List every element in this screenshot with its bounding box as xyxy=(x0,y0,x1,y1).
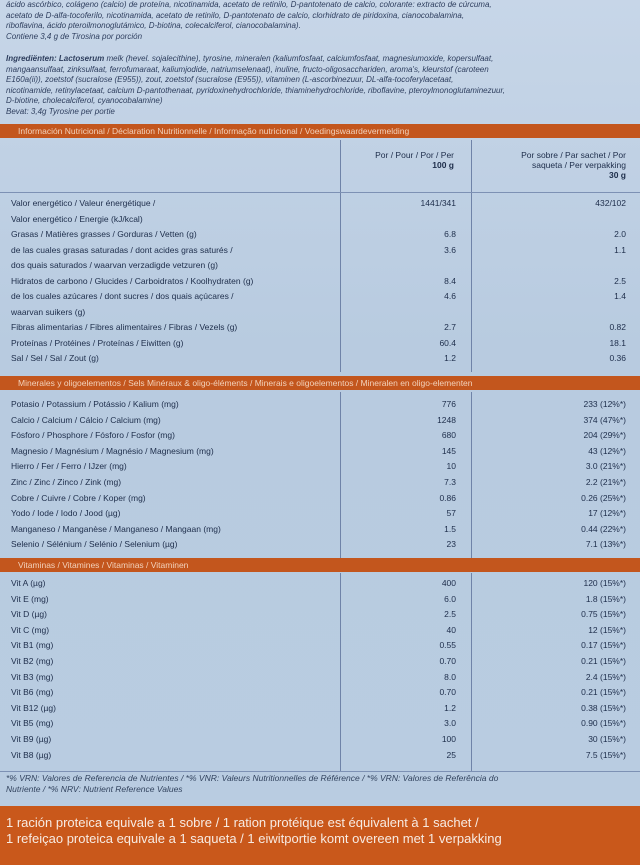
tyrosine-note: Contiene 3,4 g de Tirosina por porción xyxy=(6,31,143,41)
ingredients-line: D-biotine, cholecalciferol, cyanocobalamine) xyxy=(6,96,163,106)
nutrient-label: Sal / Sel / Sal / Zout (g) xyxy=(11,353,99,363)
nutrient-label: Valor energético / Valeur énergétique / xyxy=(11,198,156,208)
nutrient-label: Selenio / Sélénium / Selénio / Selenium (µg) xyxy=(11,539,178,550)
value-per-sachet: 2.5 xyxy=(614,275,626,286)
table-row xyxy=(0,638,640,653)
value-per-100g: 6.8 xyxy=(444,229,456,239)
value-per-sachet: 0.75 (15%*) xyxy=(581,609,626,620)
nutrient-label: Yodo / Iode / Iodo / Jood (µg) xyxy=(11,508,121,519)
value-per-sachet: 0.38 (15%*) xyxy=(581,702,626,713)
value-per-100g: 2.7 xyxy=(444,322,456,332)
nutrient-label: Fósforo / Phosphore / Fósforo / Fosfor (mg) xyxy=(11,430,175,441)
value-per-sachet: 374 (47%*) xyxy=(583,414,626,425)
nutrient-label: Proteínas / Protéines / Proteínas / Eiwitten (g) xyxy=(11,337,184,348)
header-divider xyxy=(0,192,640,193)
nutrient-label: Hidratos de carbono / Glucides / Carboidratos / Koolhydraten (g) xyxy=(11,275,254,286)
value-per-sachet: 30 (15%*) xyxy=(588,734,626,744)
value-per-100g: 680 xyxy=(441,430,456,441)
table-row xyxy=(0,212,640,227)
table-row xyxy=(0,491,640,506)
nutrient-label: Vit B8 (µg) xyxy=(11,749,52,760)
value-per-100g: 776 xyxy=(441,399,456,409)
value-per-100g: 3.0 xyxy=(444,718,456,729)
value-per-100g: 0.70 xyxy=(439,687,456,698)
table-row xyxy=(0,701,640,716)
value-per-100g: 40 xyxy=(446,624,456,635)
nutrient-label: Vit B2 (mg) xyxy=(11,656,54,666)
value-per-100g: 3.6 xyxy=(444,244,456,255)
value-per-100g: 145 xyxy=(441,445,456,456)
ingredients-heading: Ingrediënten: Lactoserum xyxy=(6,54,105,63)
table-row xyxy=(0,227,640,242)
ingredients-line: mangaansulfaat, zinksulfaat, ferrofumaraat, kaliumjodide, natriumselenaat), inuline, fructo-oligosacchariden, aroma's, kleurstof (caroteen xyxy=(6,64,489,74)
nutrient-label: Vit B1 (mg) xyxy=(11,640,54,651)
value-per-sachet: 18.1 xyxy=(609,337,626,348)
nutrient-label: Vit A (µg) xyxy=(11,578,46,588)
value-per-100g: 8.0 xyxy=(444,671,456,682)
value-per-100g: 8.4 xyxy=(444,275,456,286)
value-per-sachet: 12 (15%*) xyxy=(588,624,626,635)
value-per-sachet: 1.8 (15%*) xyxy=(585,593,626,604)
nutrient-label: Grasas / Matières grasses / Gorduras / Vetten (g) xyxy=(11,229,197,239)
nutrient-label: dos quais saturados / waarvan verzadigde vetzuren (g) xyxy=(11,260,218,270)
value-per-100g: 1.2 xyxy=(444,353,456,363)
value-per-100g: 1441/341 xyxy=(420,198,456,208)
value-per-sachet: 0.21 (15%*) xyxy=(581,687,626,698)
value-per-sachet: 0.82 xyxy=(609,322,626,332)
ingredients-line: riboflavina, ácido pteroilmonoglutámico, D-biotina, colecalciferol, cianocobalamina). xyxy=(6,21,301,31)
value-per-sachet: 120 (15%*) xyxy=(583,578,626,588)
value-per-sachet: 0.26 (25%*) xyxy=(581,492,626,503)
nutrient-label: Zinc / Zinc / Zinco / Zink (mg) xyxy=(11,477,122,487)
per-sachet-header xyxy=(478,150,626,180)
footnote-divider xyxy=(0,771,640,772)
table-row xyxy=(0,623,640,638)
ingredients-line: nicotinamide, retinylacetaat, calcium D-pantothenaat, pyridoxinehydrochloride, thiaminehydrochloride, riboflavine, pteroylmonoglutaminezuur, xyxy=(6,85,505,95)
table-row xyxy=(0,576,640,591)
value-per-100g: 10 xyxy=(446,461,456,472)
nutrient-label: Vit B3 (mg) xyxy=(11,671,54,682)
table-row xyxy=(0,732,640,747)
ingredients-text-nl xyxy=(6,54,634,118)
value-per-100g: 0.86 xyxy=(439,492,456,503)
ingredients-text-es xyxy=(6,0,634,42)
nutrition-section-header: Información Nutricional / Déclaration Nutritionnelle / Informação nutricional / Voedingswaardevermelding xyxy=(0,124,640,138)
value-per-100g: 23 xyxy=(446,539,456,550)
ingredients-line: ácido ascórbico, colágeno (calcio) de proteína, nicotinamida, acetato de retinilo, D-pantotenato de calcio, colorante: extracto de cúrcuma, xyxy=(6,0,492,9)
value-per-sachet: 1.1 xyxy=(614,244,626,255)
ingredients-line: acetato de D-alfa-tocoferilo, nicotinamida, acetato de retinilo, D-pantotenato de calcio, clorhidrato de piridoxina, cianocobalamina, xyxy=(6,10,465,20)
nutrient-label: Potasio / Potassium / Potássio / Kalium (mg) xyxy=(11,399,179,409)
table-row xyxy=(0,748,640,763)
value-per-100g: 1.2 xyxy=(444,702,456,713)
protein-serving-banner xyxy=(0,806,640,865)
footnote xyxy=(0,773,640,795)
value-per-sachet: 7.1 (13%*) xyxy=(585,539,626,550)
nutrient-label: Fibras alimentarias / Fibres alimentaires / Fibras / Vezels (g) xyxy=(11,322,238,332)
value-per-sachet: 3.0 (21%*) xyxy=(585,461,626,472)
value-per-sachet: 17 (12%*) xyxy=(588,508,626,519)
value-per-sachet: 43 (12%*) xyxy=(588,445,626,456)
nutrient-label: Cobre / Cuivre / Cobre / Koper (mg) xyxy=(11,492,146,503)
table-row xyxy=(0,685,640,700)
nutrient-label: Vit C (mg) xyxy=(11,624,50,635)
table-row xyxy=(0,320,640,335)
value-per-sachet: 2.4 (15%*) xyxy=(585,671,626,682)
value-per-sachet: 0.17 (15%*) xyxy=(581,640,626,651)
table-row xyxy=(0,506,640,521)
value-per-sachet: 0.90 (15%*) xyxy=(581,718,626,729)
ingredients-line: melk (hevel. sojalecithine), tyrosine, mineralen (kaliumfosfaat, calciumfosfaat, magnesiumoxide, kopersulfaat, xyxy=(104,54,494,63)
nutrient-label: Vit B12 (µg) xyxy=(11,702,56,713)
ingredients-line: E160a(ii)), zoetstof (sucralose (E955)), zout, zoetstof (sucralose (E955)), vitaminen (L-ascorbinezuur, DL-alfa-tocoferylacetaat, xyxy=(6,75,454,85)
tyrosine-note: Bevat: 3,4g Tyrosine per portie xyxy=(6,106,115,116)
nutrient-label: Valor energético / Energie (kJ/kcal) xyxy=(11,213,143,224)
value-per-sachet: 233 (12%*) xyxy=(583,399,626,409)
nutrient-label: Vit E (mg) xyxy=(11,593,49,604)
nutrient-label: Vit D (µg) xyxy=(11,609,47,620)
nutrient-label: waarvan suikers (g) xyxy=(11,306,86,317)
table-row xyxy=(0,428,640,443)
value-per-sachet: 7.5 (15%*) xyxy=(585,749,626,760)
nutrient-label: Vit B5 (mg) xyxy=(11,718,54,729)
footnote-line: *% VRN: Valores de Referencia de Nutrientes / *% VNR: Valeurs Nutritionnelles de Référence / *% VRN: Valores de Referência do xyxy=(6,773,499,783)
table-row xyxy=(0,459,640,474)
table-row xyxy=(0,305,640,320)
table-row xyxy=(0,351,640,366)
table-row xyxy=(0,336,640,351)
header-line: 100 g xyxy=(432,160,454,170)
per-100g-header xyxy=(350,150,454,170)
value-per-sachet: 1.4 xyxy=(614,291,626,301)
value-per-100g: 4.6 xyxy=(444,291,456,301)
nutrient-label: de los cuales azúcares / dont sucres / dos quais açúcares / xyxy=(11,291,234,301)
table-row xyxy=(0,592,640,607)
value-per-100g: 57 xyxy=(446,508,456,519)
table-row xyxy=(0,258,640,273)
footnote-line: Nutriente / *% NRV: Nutrient Reference Values xyxy=(6,784,183,794)
value-per-100g: 1248 xyxy=(437,414,456,425)
table-row xyxy=(0,196,640,211)
nutrient-label: Magnesio / Magnésium / Magnésio / Magnesium (mg) xyxy=(11,445,214,456)
value-per-100g: 7.3 xyxy=(444,477,456,487)
nutrient-label: Calcio / Calcium / Cálcio / Calcium (mg) xyxy=(11,414,161,425)
nutrient-label: de las cuales grasas saturadas / dont acides gras saturés / xyxy=(11,244,233,255)
banner-line: 1 refeiçao proteica equivale a 1 saqueta / 1 eiwitportie komt overeen met 1 verpakking xyxy=(6,831,502,846)
nutrient-label: Hierro / Fer / Ferro / IJzer (mg) xyxy=(11,461,127,472)
table-row xyxy=(0,716,640,731)
value-per-100g: 1.5 xyxy=(444,523,456,534)
table-row xyxy=(0,397,640,412)
nutrient-label: Vit B6 (mg) xyxy=(11,687,54,698)
table-row xyxy=(0,475,640,490)
header-line: 30 g xyxy=(608,170,626,180)
value-per-100g: 25 xyxy=(446,749,456,760)
table-row xyxy=(0,444,640,459)
vitamins-section-header: Vitaminas / Vitamines / Vitaminas / Vitaminen xyxy=(0,558,640,572)
value-per-100g: 0.55 xyxy=(439,640,456,651)
table-row xyxy=(0,607,640,622)
value-per-100g: 60.4 xyxy=(439,337,456,348)
table-row xyxy=(0,243,640,258)
header-line: Por sobre / Par sachet / Por xyxy=(521,150,626,160)
value-per-sachet: 0.36 xyxy=(609,353,626,363)
table-row xyxy=(0,274,640,289)
value-per-sachet: 432/102 xyxy=(595,198,626,208)
value-per-100g: 2.5 xyxy=(444,609,456,620)
table-row xyxy=(0,670,640,685)
minerals-section-header: Minerales y oligoelementos / Sels Minéraux & oligo-éléments / Minerais e oligoelementos / Mineralen en oligo-elementen xyxy=(0,376,640,390)
table-row xyxy=(0,413,640,428)
value-per-sachet: 2.0 xyxy=(614,229,626,239)
value-per-100g: 0.70 xyxy=(439,656,456,666)
table-row xyxy=(0,289,640,304)
header-line: Por / Pour / Por / Per xyxy=(375,150,454,160)
table-row xyxy=(0,522,640,537)
value-per-100g: 6.0 xyxy=(444,593,456,604)
table-row xyxy=(0,537,640,552)
table-row xyxy=(0,654,640,669)
header-line: saqueta / Per verpakking xyxy=(531,160,626,170)
value-per-sachet: 0.44 (22%*) xyxy=(581,523,626,534)
value-per-sachet: 204 (29%*) xyxy=(583,430,626,441)
nutrient-label: Vit B9 (µg) xyxy=(11,734,52,744)
value-per-100g: 400 xyxy=(441,578,456,588)
value-per-sachet: 2.2 (21%*) xyxy=(585,477,626,487)
banner-line: 1 ración proteica equivale a 1 sobre / 1 ration protéique est équivalent à 1 sachet / xyxy=(6,815,479,830)
nutrient-label: Manganeso / Manganèse / Manganeso / Mangaan (mg) xyxy=(11,523,221,534)
value-per-100g: 100 xyxy=(441,734,456,744)
value-per-sachet: 0.21 (15%*) xyxy=(581,656,626,666)
